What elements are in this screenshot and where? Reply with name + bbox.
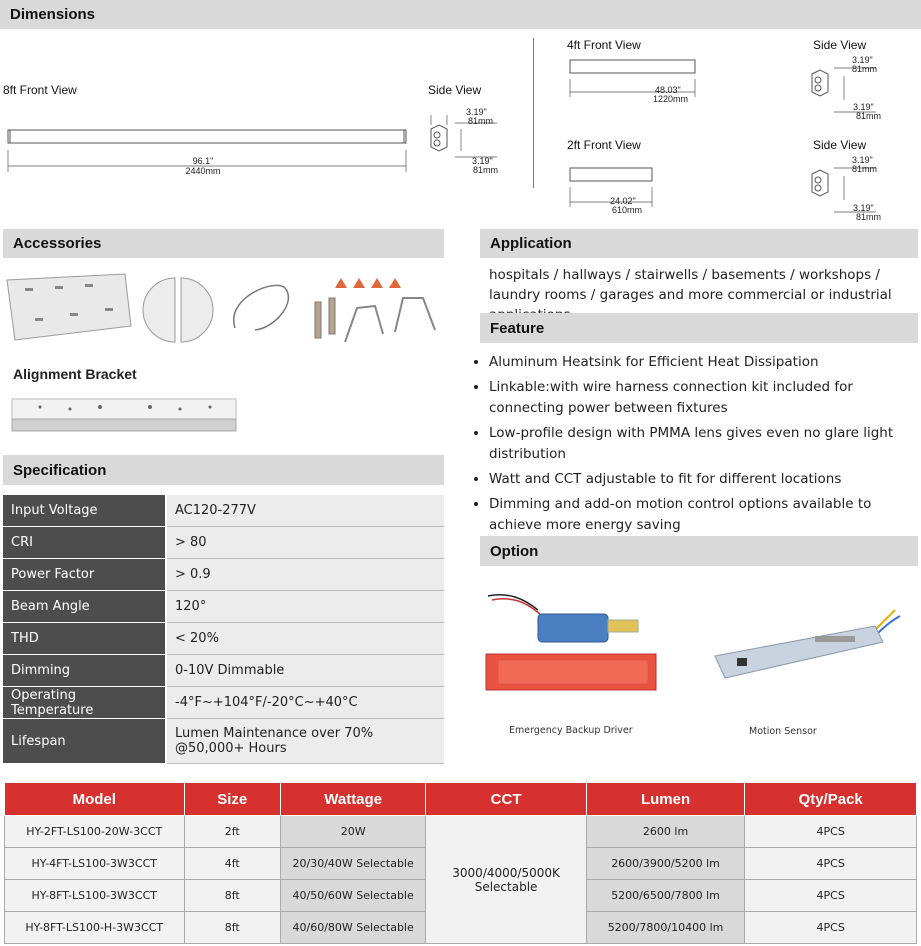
- spec-key: Lifespan: [3, 719, 166, 764]
- ft4-side-mm2: 81mm: [856, 111, 882, 121]
- application-header: [480, 229, 918, 258]
- spec-value: -4°F~+104°F/-20°C~+40°C: [166, 687, 444, 719]
- spec-key: THD: [3, 623, 166, 655]
- product-wattage: 20/30/40W Selectable: [280, 848, 426, 880]
- ft4-side-mm: 81mm: [852, 64, 878, 74]
- application-title: Application: [490, 235, 572, 252]
- product-cct: 3000/4000/5000K Selectable: [426, 816, 586, 944]
- ft2-side-mm: 81mm: [852, 164, 878, 174]
- product-qty: 4PCS: [745, 816, 917, 848]
- specification-header: [3, 455, 444, 485]
- spec-row: [3, 655, 444, 687]
- ft4-side-label: Side View: [813, 38, 867, 52]
- product-size: 8ft: [184, 912, 280, 944]
- ft2-front-label: 2ft Front View: [567, 138, 641, 152]
- product-model: HY-2FT-LS100-20W-3CCT: [5, 816, 185, 848]
- product-header-cell: CCT: [426, 783, 586, 816]
- ft8-side-mm: 81mm: [468, 116, 494, 126]
- product-lumen: 5200/7800/10400 lm: [586, 912, 745, 944]
- spec-row: [3, 495, 444, 527]
- ft4-side-in2: 3.19": [853, 102, 874, 112]
- feature-title: Feature: [490, 319, 545, 337]
- emergency-driver-image: [478, 590, 663, 700]
- product-qty: 4PCS: [745, 880, 917, 912]
- spec-value: AC120-277V: [166, 495, 444, 527]
- ft8-len-mm: 2440mm: [185, 166, 221, 176]
- spec-value: Lumen Maintenance over 70% @50,000+ Hours: [166, 719, 444, 764]
- spec-key: Operating Temperature: [3, 687, 166, 719]
- ft2-len-in: 24.02": [610, 196, 636, 206]
- product-qty: 4PCS: [745, 848, 917, 880]
- bracket-image: [10, 395, 238, 435]
- spec-value: 120°: [166, 591, 444, 623]
- product-size: 2ft: [184, 816, 280, 848]
- product-model: HY-8FT-LS100-H-3W3CCT: [5, 912, 185, 944]
- dimensions-header: [0, 0, 921, 29]
- option-title: Option: [490, 542, 539, 560]
- dimension-divider: [533, 38, 534, 188]
- ft2-side-in: 3.19": [852, 155, 873, 165]
- spec-value: > 80: [166, 527, 444, 559]
- application-text: hospitals / hallways / stairwells / basements / workshops / laundry rooms / garages and more commercial or industrial: [489, 267, 892, 303]
- spec-row: [3, 559, 444, 591]
- product-lumen: 5200/6500/7800 lm: [586, 880, 745, 912]
- ft8-front-label: 8ft Front View: [3, 83, 77, 97]
- accessories-image: [5, 268, 445, 348]
- ft8-side-in: 3.19": [466, 107, 487, 117]
- product-header-cell: Qty/Pack: [745, 783, 917, 816]
- ft8-side-label: Side View: [428, 83, 482, 97]
- product-wattage: 40/60/80W Selectable: [280, 912, 426, 944]
- spec-value: > 0.9: [166, 559, 444, 591]
- ft2-side-mm2: 81mm: [856, 212, 882, 222]
- accessories-title: Accessories: [13, 235, 102, 252]
- spec-row: [3, 527, 444, 559]
- product-size: 4ft: [184, 848, 280, 880]
- product-model: HY-4FT-LS100-3W3CCT: [5, 848, 185, 880]
- specification-table: [3, 495, 444, 764]
- ft4-len-in: 48.03": [655, 85, 681, 95]
- feature-item: • Dimming and add-on motion control options available to achieve more energy saving: [489, 494, 919, 536]
- spec-value: < 20%: [166, 623, 444, 655]
- ft2-side-label: Side View: [813, 138, 867, 152]
- spec-key: Power Factor: [3, 559, 166, 591]
- feature-list: [471, 352, 919, 540]
- emergency-driver-label: Emergency Backup Driver: [509, 725, 633, 736]
- ft2-side-in2: 3.19": [853, 203, 874, 213]
- product-model: HY-8FT-LS100-3W3CCT: [5, 880, 185, 912]
- spec-row: [3, 623, 444, 655]
- feature-item: • Watt and CCT adjustable to fit for different locations: [489, 469, 919, 490]
- spec-row: [3, 591, 444, 623]
- option-header: [480, 536, 918, 566]
- product-size: 8ft: [184, 880, 280, 912]
- feature-item: • Linkable:with wire harness connection kit included for connecting power between fixtures: [489, 377, 919, 419]
- product-header-cell: Model: [5, 783, 185, 816]
- product-header-cell: Wattage: [280, 783, 426, 816]
- feature-item: • Aluminum Heatsink for Efficient Heat Dissipation: [489, 352, 919, 373]
- dimensions-title: Dimensions: [10, 6, 96, 23]
- product-header-cell: Size: [184, 783, 280, 816]
- motion-sensor-label: Motion Sensor: [749, 726, 817, 737]
- ft4-front-label: 4ft Front View: [567, 38, 641, 52]
- product-row: [5, 816, 917, 848]
- product-qty: 4PCS: [745, 912, 917, 944]
- ft4-side-in: 3.19": [852, 55, 873, 65]
- bracket-title: Alignment Bracket: [13, 366, 137, 382]
- ft8-side-in2: 3.19": [472, 156, 493, 166]
- product-lumen: 2600/3900/5200 lm: [586, 848, 745, 880]
- accessories-header: [3, 229, 444, 258]
- product-wattage: 20W: [280, 816, 426, 848]
- spec-key: Beam Angle: [3, 591, 166, 623]
- motion-sensor-image: [705, 590, 905, 690]
- spec-row: [3, 719, 444, 764]
- product-table: [4, 782, 917, 944]
- specification-title: Specification: [13, 461, 107, 479]
- ft8-len-in: 96.1": [192, 156, 214, 166]
- spec-key: CRI: [3, 527, 166, 559]
- ft4-len-mm: 1220mm: [653, 94, 689, 104]
- spec-value: 0-10V Dimmable: [166, 655, 444, 687]
- spec-row: [3, 687, 444, 719]
- feature-item: • Low-profile design with PMMA lens gives even no glare light distribution: [489, 423, 919, 465]
- product-header-cell: Lumen: [586, 783, 745, 816]
- spec-key: Dimming: [3, 655, 166, 687]
- ft2-len-mm: 610mm: [612, 205, 643, 215]
- spec-key: Input Voltage: [3, 495, 166, 527]
- ft8-side-mm2: 81mm: [473, 165, 499, 175]
- feature-header: [480, 313, 918, 343]
- product-wattage: 40/50/60W Selectable: [280, 880, 426, 912]
- product-lumen: 2600 lm: [586, 816, 745, 848]
